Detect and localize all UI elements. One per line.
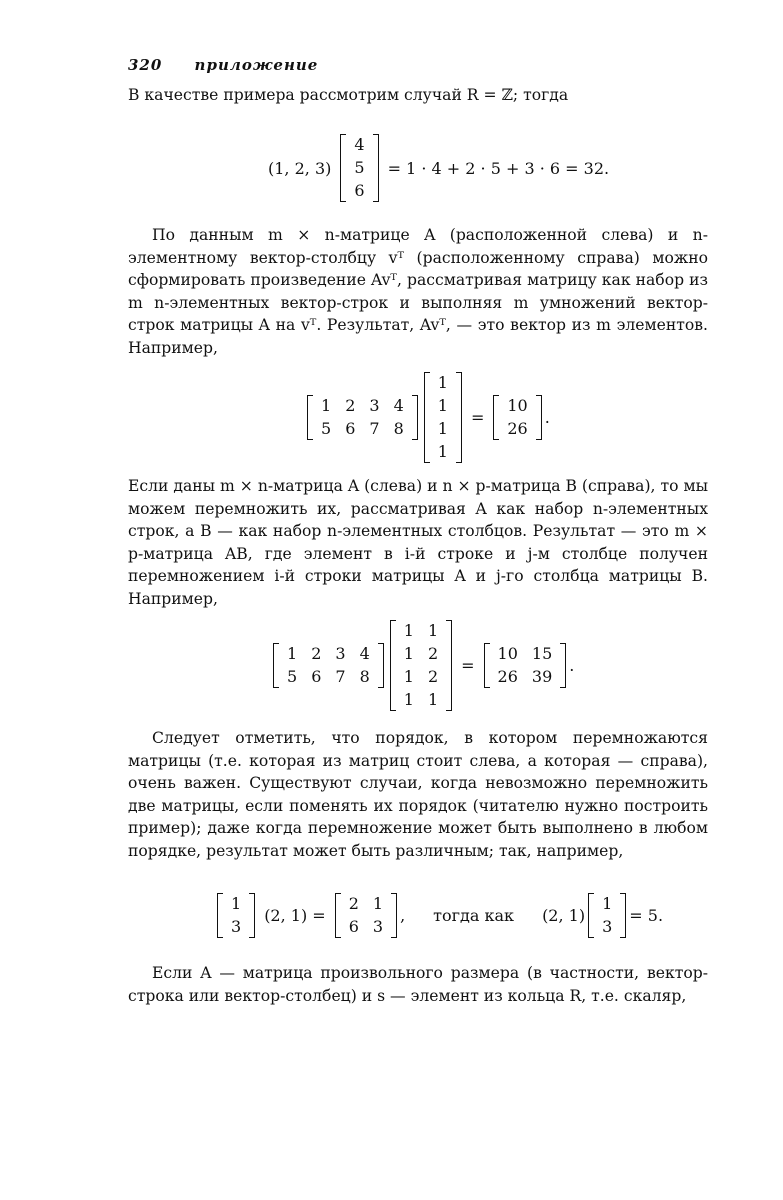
matrix-cell: 1	[372, 894, 384, 913]
matrix-cell: 6	[311, 667, 322, 686]
matrix-cell: 3	[369, 396, 380, 415]
matrix-cell: 4	[354, 135, 365, 154]
matrix-cell: 6	[345, 419, 356, 438]
paragraph-4: Следует отметить, что порядок, в котором перемножаются матрицы (т.е. которая из матриц стоит слева, а которая — справа), очень важен. Существуют случаи, когда невозможно перемножить две матрицы, если поменять их порядок (читателю нужно построить пример); даже когда перемножение может быть выполнено в любом порядке, результат может быть различным; так, например,	[128, 729, 708, 860]
matrix-cell: 1	[403, 644, 414, 663]
dot-product-result: = 1 · 4 + 2 · 5 + 3 · 6 = 32.	[387, 158, 610, 178]
matrix-cell: 2	[427, 667, 439, 686]
matrix-cell: 6	[354, 181, 365, 200]
matrix-cell: 8	[359, 667, 370, 686]
matrix-cell: 10	[497, 644, 518, 663]
matrix-cell: 5	[354, 158, 365, 177]
matrix-cell: 3	[335, 644, 346, 663]
matrix-cell: 1	[437, 419, 448, 438]
matrix-cell: 1	[287, 644, 298, 663]
paragraph-2: По данным m × n-матрице A (расположенной слева) и n-элементному вектор-столбцу vᵀ (расположенному справа) можно сформировать произведение Avᵀ, рассматривая матрицу как набор из m n-элементных вектор-строк и выполняя m умножений вектор-строк матрицы A на vᵀ. Результат, Avᵀ, — это вектор из m элементов. Например,	[128, 226, 708, 357]
matrix-cell: 3	[602, 917, 613, 936]
matrix-cell: 1	[321, 396, 332, 415]
row-vector-product: (2, 1) =	[264, 906, 326, 925]
matrix-cell: 3	[231, 917, 242, 936]
inner-product-result: = 5.	[629, 906, 664, 925]
matrix-cell: 5	[287, 667, 298, 686]
matrix-cell: 4	[393, 396, 404, 415]
matrix-cell: 6	[348, 917, 359, 936]
column-vector	[340, 134, 378, 202]
period: .	[569, 656, 575, 675]
matrix-cell: 2	[345, 396, 356, 415]
matrix-cell: 1	[403, 690, 414, 709]
matrix-cell: 1	[231, 894, 242, 913]
paragraph-5: Если A — матрица произвольного размера (в частности, вектор-строка или вектор-столбец) и s — элемент из кольца R, т.е. скаляр,	[128, 964, 708, 1005]
matrix-cell: 26	[507, 419, 528, 438]
page-number: 320	[128, 56, 163, 74]
paragraph-1: В качестве примера рассмотрим случай R = ℤ; тогда	[128, 86, 569, 104]
matrix-cell: 1	[437, 396, 448, 415]
matrix-cell: 1	[403, 621, 414, 640]
matrix-a	[307, 395, 418, 440]
matrix-cell: 4	[359, 644, 370, 663]
matrix-cell: 5	[321, 419, 332, 438]
running-title: приложение	[194, 56, 319, 74]
matrix-cell: 3	[372, 917, 384, 936]
period: .	[544, 408, 550, 427]
column-vector-2	[588, 893, 626, 938]
paragraph-3: Если даны m × n-матрица A (слева) и n × p-матрица B (справа), то мы можем перемножить их, рассматривая A как набор n-элементных строк, а B — как набор n-элементных столбцов. Результат — это m × p-матрица AB, где элемент в i-й строке и j-м столбце получен перемножением i-й строки матрицы A и j-го столбца матрицы B. Например,	[128, 477, 708, 608]
matrix-cell: 7	[335, 667, 346, 686]
column-vector-1	[217, 893, 255, 938]
equation-1	[262, 134, 615, 202]
matrix-a	[273, 643, 384, 688]
result-vector	[493, 395, 541, 440]
comma: ,	[400, 906, 406, 925]
matrix-cell: 2	[311, 644, 322, 663]
equation-2	[304, 372, 550, 463]
equation-3	[270, 620, 574, 711]
matrix-cell: 1	[427, 690, 439, 709]
matrix-cell: 10	[507, 396, 528, 415]
outer-product-matrix	[335, 893, 397, 938]
matrix-cell: 1	[427, 621, 439, 640]
page-header	[128, 56, 318, 74]
matrix-cell: 2	[348, 894, 359, 913]
matrix-cell: 39	[531, 667, 553, 686]
equation-4	[214, 893, 663, 938]
matrix-cell: 15	[531, 644, 553, 663]
row-vector: (1, 2, 3)	[268, 158, 332, 178]
while-text: тогда как	[433, 906, 515, 925]
matrix-cell: 2	[427, 644, 439, 663]
row-vector-2: (2, 1)	[542, 906, 586, 925]
matrix-cell: 7	[369, 419, 380, 438]
matrix-cell: 8	[393, 419, 404, 438]
column-vector-v	[424, 372, 462, 463]
matrix-cell: 1	[403, 667, 414, 686]
equals-sign: =	[470, 408, 485, 427]
matrix-cell: 1	[437, 442, 448, 461]
matrix-cell: 1	[602, 894, 613, 913]
matrix-b	[390, 620, 452, 711]
matrix-cell: 26	[497, 667, 518, 686]
matrix-cell: 1	[437, 373, 448, 392]
result-matrix	[484, 643, 567, 688]
equals-sign: =	[461, 656, 475, 675]
